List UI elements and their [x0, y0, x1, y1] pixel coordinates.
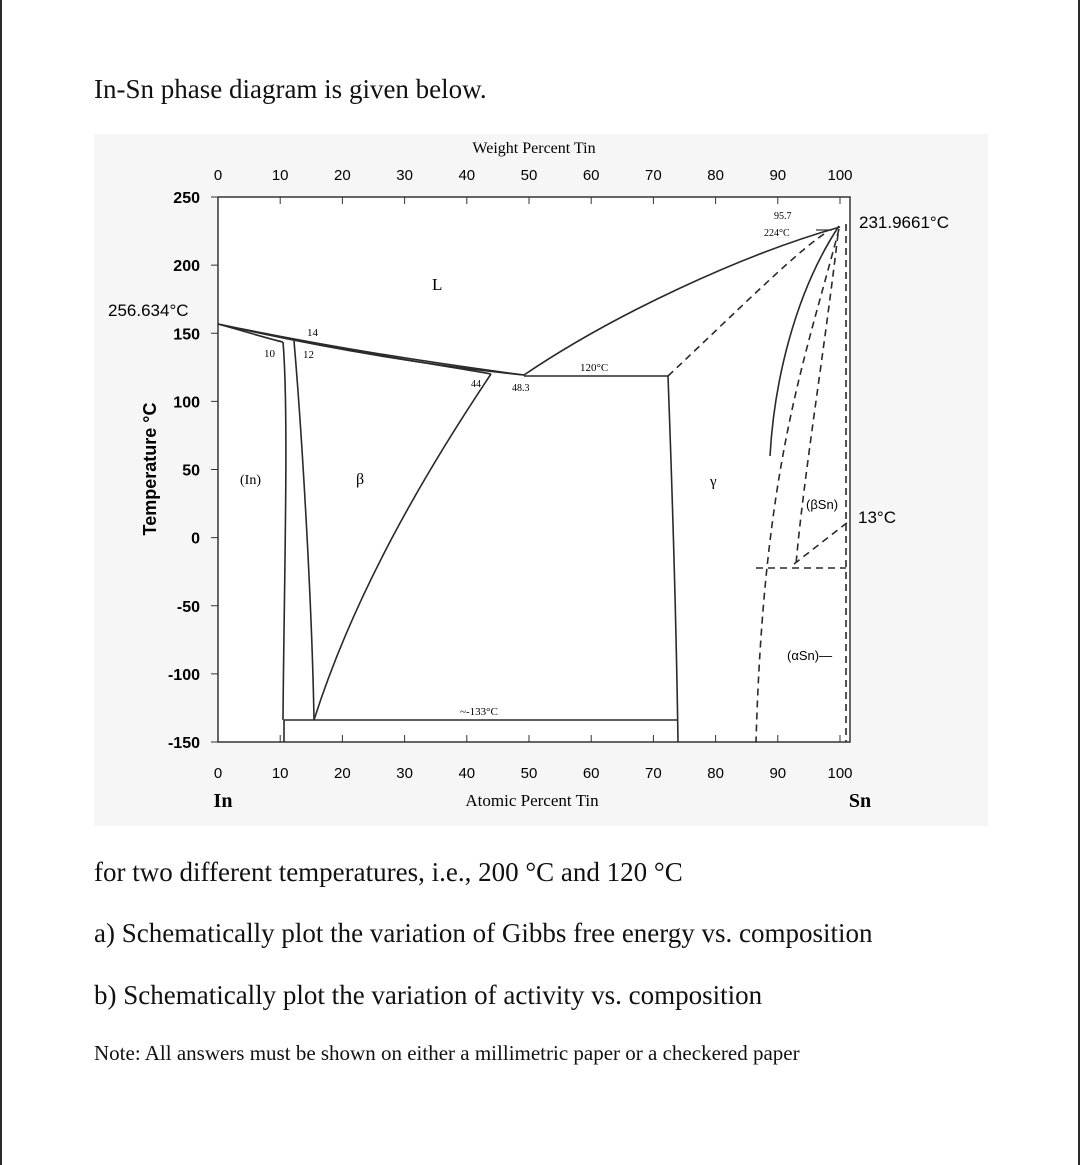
y-tick-label: 250 — [173, 190, 200, 207]
y-tick-label: -150 — [167, 735, 200, 752]
peritectic-temperature-label: 224°C — [764, 228, 790, 239]
top-tick-label: 40 — [458, 167, 476, 184]
y-tick-label: -50 — [176, 598, 200, 616]
bottom-tick-label: 100 — [827, 765, 853, 782]
top-tick-label: 90 — [769, 167, 787, 184]
peritectic-composition-label: 95.7 — [774, 211, 792, 222]
phase-beta-label: β — [356, 471, 365, 488]
top-axis-title: Weight Percent Tin — [472, 140, 596, 157]
bottom-tick-label: 0 — [213, 765, 223, 782]
liquid-region-label: L — [432, 275, 443, 294]
y-axis-title: Temperature °C — [140, 402, 160, 536]
eutectic-temperature-label: 120°C — [580, 362, 609, 374]
y-tick-label: 50 — [182, 462, 200, 480]
top-tick-label: 0 — [213, 167, 223, 184]
label-12: 12 — [303, 349, 314, 361]
note-text: Note: All answers must be shown on either a millimetric paper or a checkered paper — [94, 1041, 800, 1065]
phase-beta-sn-label: (βSn) — [806, 497, 839, 512]
top-tick-label: 80 — [707, 167, 724, 184]
bottom-tick-label: 40 — [458, 765, 476, 782]
top-tick-label: 50 — [520, 167, 538, 184]
bottom-tick-label: 10 — [271, 765, 289, 782]
sn-melting-point-label: 231.9661°C — [859, 213, 949, 232]
element-in-label: In — [213, 790, 233, 812]
label-44: 44 — [471, 379, 481, 390]
question-line-a: a) Schematically plot the variation of Gibbs free energy vs. composition — [94, 918, 873, 948]
question-line-b: b) Schematically plot the variation of activity vs. composition — [94, 980, 763, 1010]
label-48-3: 48.3 — [512, 383, 530, 394]
y-tick-label: 100 — [173, 394, 200, 412]
bottom-tick-label: 50 — [520, 765, 538, 782]
low-temperature-label: ~-133°C — [460, 706, 498, 718]
y-tick-label: 200 — [173, 258, 200, 276]
sn-transformation-label: 13°C — [858, 508, 896, 527]
phase-in-label: (In) — [240, 473, 261, 488]
intro-text: In-Sn phase diagram is given below. — [94, 74, 487, 104]
bottom-tick-label: 80 — [707, 765, 724, 782]
top-tick-label: 60 — [582, 167, 600, 184]
bottom-axis-title: Atomic Percent Tin — [465, 791, 599, 810]
bottom-tick-label: 90 — [769, 765, 787, 782]
element-sn-label: Sn — [848, 790, 872, 812]
top-tick-label: 20 — [334, 167, 351, 184]
bottom-tick-label: 70 — [645, 765, 662, 782]
top-tick-label: 100 — [827, 167, 853, 184]
bottom-tick-label: 60 — [582, 765, 600, 782]
label-14: 14 — [307, 327, 318, 339]
label-10: 10 — [264, 348, 275, 360]
question-line-1: for two different temperatures, i.e., 200 °C and 120 °C — [94, 857, 683, 887]
bottom-tick-label: 20 — [334, 765, 351, 782]
y-tick-label: 150 — [173, 326, 200, 344]
page-border-left — [0, 0, 2, 1165]
top-tick-label: 10 — [271, 167, 289, 184]
top-tick-label: 30 — [396, 167, 413, 184]
top-tick-label: 70 — [645, 167, 662, 184]
phase-gamma-label: γ — [710, 474, 717, 490]
y-tick-label: 0 — [191, 530, 200, 548]
phase-diagram-svg — [94, 134, 988, 826]
phase-diagram-figure — [94, 134, 988, 826]
y-tick-label: -100 — [167, 666, 200, 684]
in-melting-point-label: 256.634°C — [108, 301, 189, 320]
phase-alpha-sn-label: (αSn)— — [787, 648, 833, 663]
bottom-tick-label: 30 — [396, 765, 413, 782]
